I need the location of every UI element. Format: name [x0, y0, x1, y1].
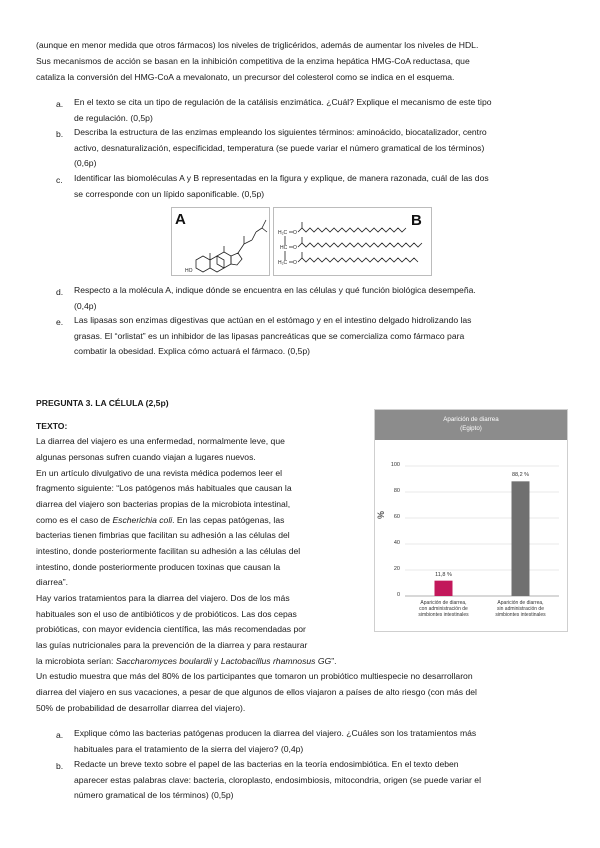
- question-a: [74, 95, 492, 126]
- text-line: diarrea del viajero son bacterias propias de la microbiota intestinal,: [36, 499, 291, 509]
- text-line: [36, 654, 336, 670]
- question-c: [74, 171, 489, 202]
- p3-question-a-label: a.: [56, 730, 64, 740]
- ester-o-3: O: [293, 260, 297, 266]
- text-fragment: como es el caso de: [36, 515, 111, 525]
- p3-question-a: [74, 726, 476, 757]
- chart-x-label-line: Aparición de diarrea,: [420, 600, 467, 606]
- text-line: intestino, donde posteriormente producen toxinas que causan la: [36, 562, 281, 572]
- cholesterol-structure-icon: [172, 208, 269, 275]
- chart-data-label: 88,2 %: [511, 472, 530, 479]
- question-b: [74, 125, 487, 172]
- question-d: [74, 283, 476, 314]
- text-line: diarrea del viajero en sus vacaciones, a pesar de que algunos de ellos viajaron a países de alto riesgo (con más del: [36, 687, 477, 697]
- question-a-line: En el texto se cita un tipo de regulación de la catálisis enzimática. ¿Cuál? Explique el mecanismo de este tipo: [74, 97, 492, 107]
- chart-data-label: 11,8 %: [435, 571, 452, 578]
- chart-x-label-line: simbiontes intestinales: [495, 612, 546, 619]
- chart-y-tick-label: 100: [390, 462, 400, 468]
- text-fragment: ”.: [331, 656, 337, 666]
- question-a-label: a.: [56, 99, 64, 109]
- chart-title: Aparición de diarrea: [443, 416, 499, 423]
- text-line: bacterias tienen fimbrias que facilitan su adhesión a las células del: [36, 530, 290, 540]
- text-line: probióticas, con mayor evidencia científica, las más recomendadas por: [36, 624, 306, 634]
- chart-y-tick-label: 40: [393, 540, 400, 546]
- text-fragment: y: [211, 656, 221, 666]
- question-d-label: d.: [56, 287, 64, 297]
- text-line: 50% de probabilidad de desarrollar diarrea del viajero).: [36, 703, 246, 713]
- chart-x-label-line: con administración de: [419, 606, 468, 613]
- intro-line-1: (aunque en menor medida que otros fármacos) los niveles de triglicéridos, además de aumentar los niveles de HDL.: [36, 40, 479, 50]
- question-d-line: (0,4p): [74, 300, 97, 311]
- chart-ylabel: %: [376, 510, 387, 520]
- figure-a-ho: HO: [185, 268, 193, 274]
- question-b-line: Describa la estructura de las enzimas empleando los siguientes términos: aminoácido, biocatalizador, centro: [74, 127, 487, 137]
- p3-question-b: [74, 757, 481, 804]
- species-name: Escherichia coli: [112, 515, 173, 525]
- intro-line-2: Sus mecanismos de acción se basan en la inhibición competitiva de la enzima hepática HMG-CoA reductasa, que: [36, 56, 470, 66]
- p3-question-b-line: Redacte un breve texto sobre el papel de las bacterias en la teoría endosimbiótica. En el texto deben: [74, 759, 459, 769]
- text-line: diarrea”.: [36, 577, 68, 587]
- pregunta3-title: PREGUNTA 3. LA CÉLULA (2,5p): [36, 398, 169, 408]
- question-e: [74, 313, 471, 360]
- chart-plot: [375, 410, 567, 631]
- figure-b-label: B: [411, 212, 422, 229]
- chart-x-label-line: sin administración de: [497, 606, 544, 613]
- diarrea-chart: [374, 409, 568, 632]
- p3-question-b-line: número gramatical de los términos) (0,5p): [74, 790, 234, 800]
- question-b-line: (0,6p): [74, 158, 97, 168]
- p3-question-a-line: habituales para el tratamiento de la sierra del viajero? (0,4p): [74, 743, 304, 754]
- text-line: habituales son el uso de antibióticos y de probióticos. Las dos cepas: [36, 609, 297, 619]
- chart-bar: [435, 581, 453, 596]
- question-e-line: grasas. El “orlistat” es un inhibidor de las lipasas pancreáticas que se comercializa como fármaco para: [74, 330, 465, 341]
- chart-y-tick-label: 80: [393, 488, 400, 494]
- species-name: Lactobacillus rhamnosus GG: [220, 656, 332, 666]
- text-line: En un artículo divulgativo de una revista médica podemos leer el: [36, 468, 283, 478]
- ester-o-2: O: [293, 245, 297, 251]
- ester-o-1: O: [293, 230, 297, 236]
- question-c-line: se corresponde con un lípido saponificable. (0,5p): [74, 188, 265, 199]
- figure-molecule-a: [171, 207, 270, 276]
- question-e-line: Las lipasas son enzimas digestivas que actúan en el estómago y en el intestino delgado hidrolizando las: [74, 315, 472, 325]
- species-name: Saccharomyces boulardii: [115, 656, 212, 666]
- text-line: las guías nutricionales para la prevención de la diarrea y para restaurar: [36, 640, 308, 650]
- text-line: fragmento siguiente: “Los patógenos más habituales que causan la: [36, 483, 292, 493]
- texto-label: TEXTO:: [36, 421, 68, 431]
- glycerol-c1: H₂C: [278, 230, 288, 236]
- question-b-label: b.: [56, 129, 64, 139]
- question-b-line: activo, desnaturalización, especificidad, temperatura (se puede variar el número gramatical de los términos): [74, 142, 485, 153]
- text-fragment: la microbiota serían:: [36, 656, 114, 666]
- chart-x-tick-label: [413, 600, 475, 619]
- chart-y-tick-label: 20: [393, 566, 400, 572]
- text-line: La diarrea del viajero es una enfermedad, normalmente leve, que: [36, 436, 285, 446]
- question-e-line: combatir la obesidad. Explica cómo actuará el fármaco. (0,5p): [74, 346, 310, 356]
- chart-subtitle: (Egipto): [460, 425, 482, 432]
- figure-molecule-b: [273, 207, 432, 276]
- glycerol-c3: H₂C: [278, 260, 288, 266]
- chart-y-tick-label: 0: [396, 592, 400, 598]
- text-line: intestino, donde posteriormente facilitan su adhesión a las células del: [36, 546, 301, 556]
- question-a-line: de regulación. (0,5p): [74, 112, 153, 123]
- text-line: Un estudio muestra que más del 80% de los participantes que tomaron un probiótico multiespecie no desarrollaron: [36, 671, 473, 681]
- question-c-label: c.: [56, 175, 63, 185]
- chart-bar: [512, 481, 530, 596]
- p3-question-b-line: aparecer estas palabras clave: bacteria, cloroplasto, endosimbiosis, mitocondria, origen (se puede variar el: [74, 774, 481, 785]
- chart-x-label-line: Aparición de diarrea,: [497, 600, 544, 606]
- chart-x-label-line: simbiontes intestinales: [418, 612, 469, 619]
- p3-question-a-line: Explique cómo las bacterias patógenas producen la diarrea del viajero. ¿Cuáles son los tratamientos más: [74, 728, 477, 738]
- question-d-line: Respecto a la molécula A, indique dónde se encuentra en las células y qué función biológica desempeña.: [74, 285, 476, 295]
- text-line: [36, 513, 284, 529]
- intro-line-3: cataliza la conversión del HMG-CoA a mevalonato, un precursor del colesterol como se indica en el esquema.: [36, 72, 455, 82]
- text-line: algunas personas sufren cuando viajan a lugares nuevos.: [36, 452, 256, 462]
- question-e-label: e.: [56, 317, 64, 327]
- p3-question-b-label: b.: [56, 761, 64, 771]
- text-fragment: . En las cepas patógenas, las: [172, 515, 285, 525]
- glycerol-c2: HC: [280, 245, 288, 251]
- text-line: Hay varios tratamientos para la diarrea del viajero. Dos de los más: [36, 593, 290, 603]
- chart-y-tick-label: 60: [393, 514, 400, 520]
- triglyceride-structure-icon: [274, 208, 431, 275]
- chart-x-tick-label: [490, 600, 552, 619]
- question-c-line: Identificar las biomoléculas A y B representadas en la figura y explique, de manera razonada, cuál de las dos: [74, 173, 489, 183]
- figure-a-label: A: [175, 211, 186, 228]
